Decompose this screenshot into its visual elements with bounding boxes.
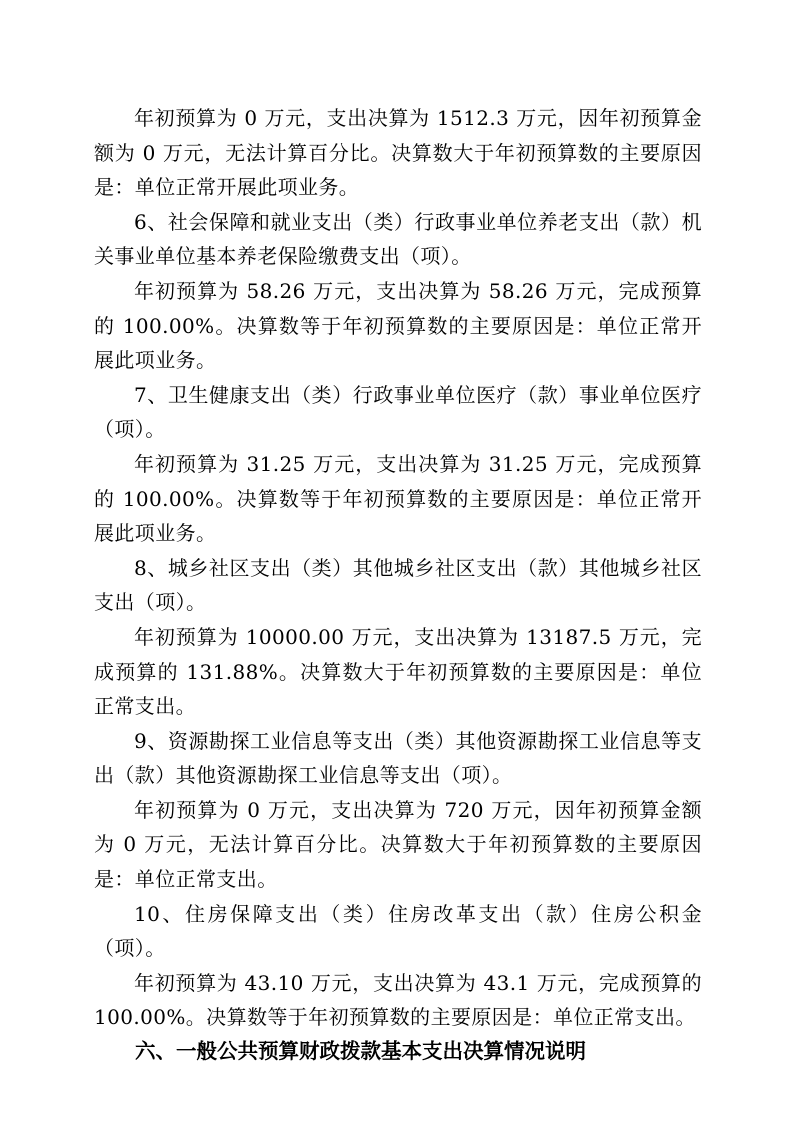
paragraph: 6、社会保障和就业支出（类）行政事业单位养老支出（款）机关事业单位基本养老保险缴费支出（项）。 — [94, 209, 702, 269]
paragraph: 9、资源勘探工业信息等支出（类）其他资源勘探工业信息等支出（款）其他资源勘探工业信息等支出（项）。 — [94, 728, 702, 788]
paragraph: 年初预算为 31.25 万元，支出决算为 31.25 万元，完成预算的 100.00%。决算数等于年初预算数的主要原因是：单位正常开展此项业务。 — [94, 451, 702, 546]
paragraph: 年初预算为 10000.00 万元，支出决算为 13187.5 万元，完成预算的 131.88%。决算数大于年初预算数的主要原因是：单位正常支出。 — [94, 624, 702, 719]
paragraph: 年初预算为 0 万元，支出决算为 1512.3 万元，因年初预算金额为 0 万元，无法计算百分比。决算数大于年初预算数的主要原因是：单位正常开展此项业务。 — [94, 106, 702, 200]
paragraph: 年初预算为 43.10 万元，支出决算为 43.1 万元，完成预算的 100.00%。决算数等于年初预算数的主要原因是：单位正常支出。 — [94, 970, 702, 1030]
section-heading: 六、一般公共预算财政拨款基本支出决算情况说明 — [135, 1040, 586, 1064]
paragraph: 8、城乡社区支出（类）其他城乡社区支出（款）其他城乡社区支出（项）。 — [94, 555, 702, 615]
paragraph: 10、住房保障支出（类）住房改革支出（款）住房公积金（项）。 — [94, 901, 702, 961]
paragraph: 年初预算为 0 万元，支出决算为 720 万元，因年初预算金额为 0 万元，无法计算百分比。决算数大于年初预算数的主要原因是：单位正常支出。 — [94, 797, 702, 892]
paragraph: 7、卫生健康支出（类）行政事业单位医疗（款）事业单位医疗（项）。 — [94, 382, 702, 442]
paragraph: 年初预算为 58.26 万元，支出决算为 58.26 万元，完成预算的 100.00%。决算数等于年初预算数的主要原因是：单位正常开展此项业务。 — [94, 278, 702, 373]
